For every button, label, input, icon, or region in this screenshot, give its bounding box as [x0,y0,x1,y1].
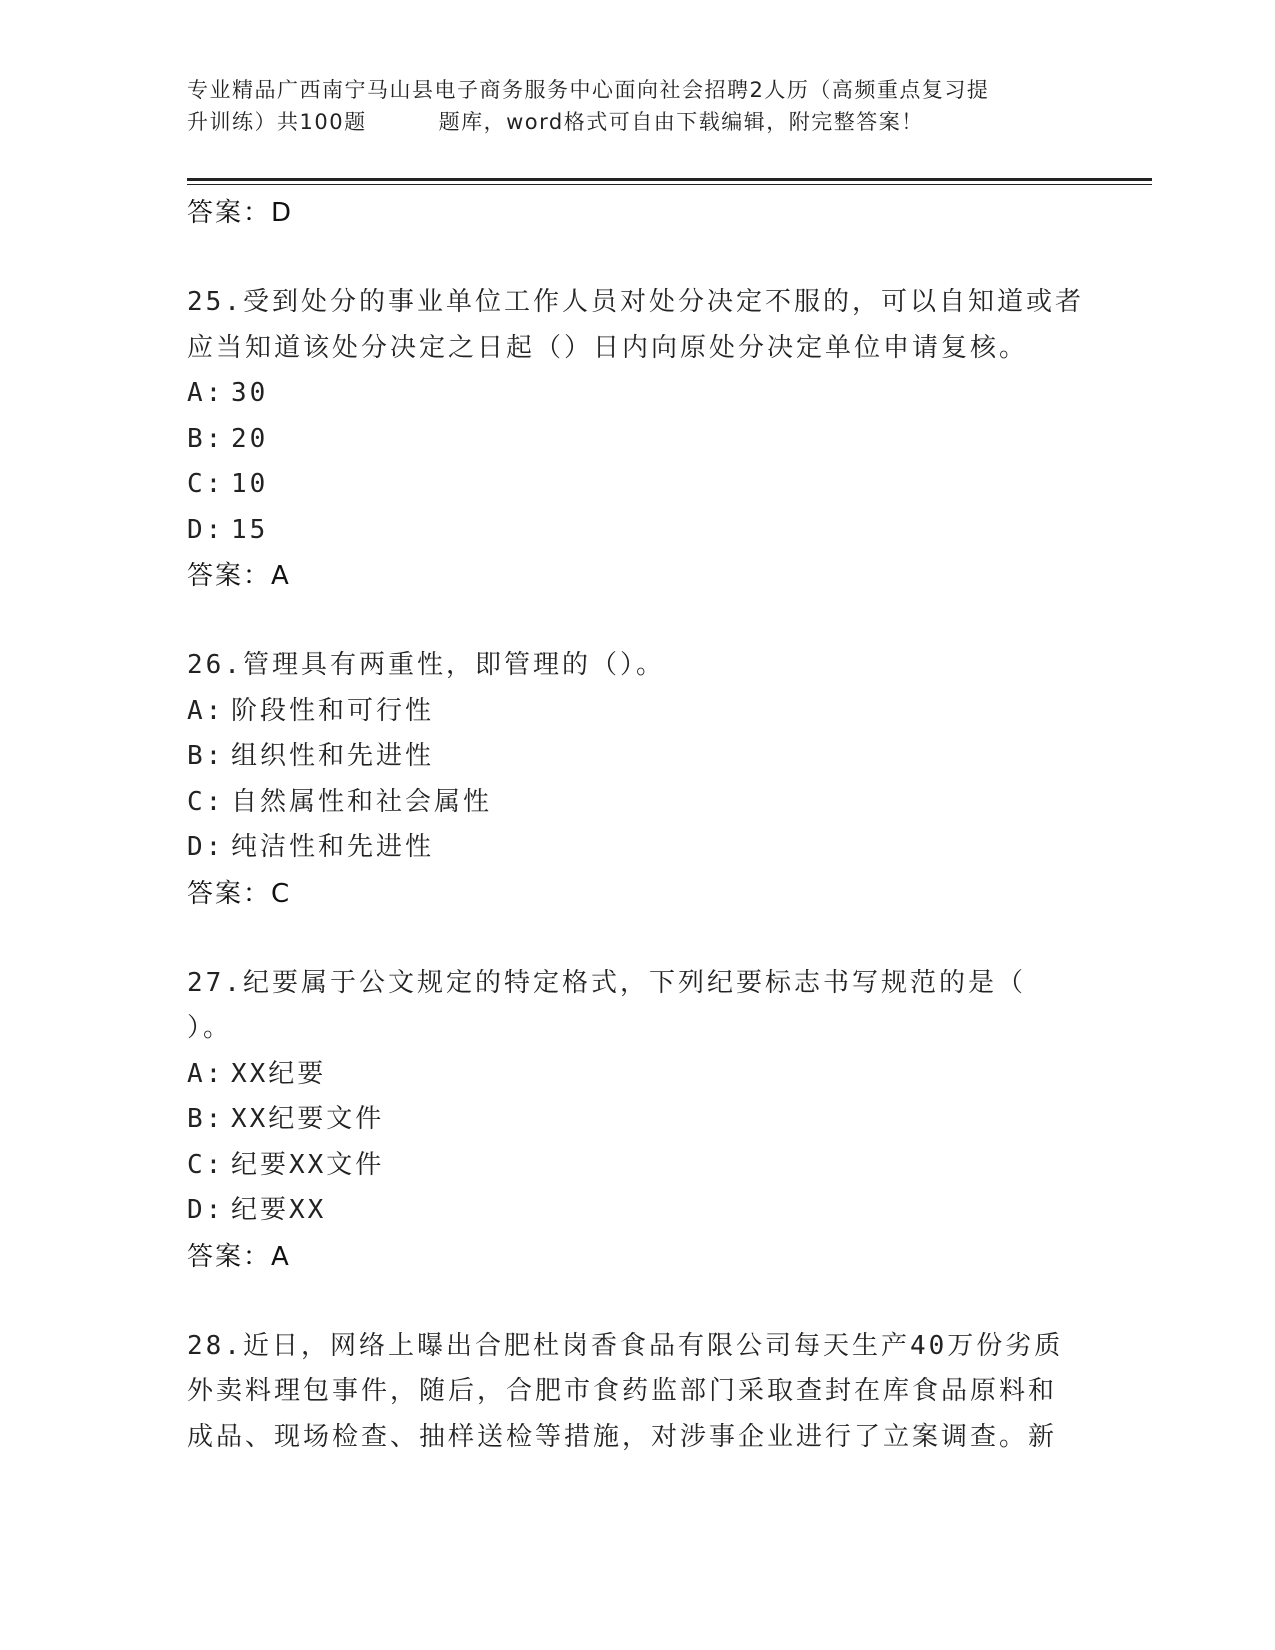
option-line [187,825,1087,871]
question-stem-line: 27.纪要属于公文规定的特定格式，下列纪要标志书写规范的是（ [187,967,1026,998]
option-text: 20 [231,423,269,454]
question-block [187,961,1087,1280]
option-text: 自然属性和社会属性 [231,786,493,817]
answer-line: 答案：C [187,878,292,909]
question-stem-line: 应当知道该处分决定之日起（）日内向原处分决定单位申请复核。 [187,332,1029,363]
option-label: D: [187,832,225,862]
question-block [187,643,1087,917]
option-label: D: [187,514,225,545]
header-line-2-part-2: 题库，word格式可自由下载编辑，附完整答案！ [438,110,924,134]
option-line [187,371,1087,417]
option-label: C: [187,469,225,499]
option-line [187,734,1087,780]
question-stem-line: 外卖料理包事件，随后，合肥市食药监部门采取查封在库食品原料和 [187,1376,1058,1406]
question-stem-line: 28.近日，网络上曝出合肥杜岗香食品有限公司每天生产40万份劣质 [187,1330,1064,1361]
question-block [187,1324,1087,1461]
option-label: B: [187,423,225,454]
document-content [187,190,1087,1460]
option-label: C: [187,1149,225,1180]
header-line-2 [187,106,1087,138]
option-line [187,689,1087,735]
option-text: 10 [231,469,269,499]
header-line-1: 专业精品广西南宁马山县电子商务服务中心面向社会招聘2人历（高频重点复习提 [187,78,990,102]
option-line [187,1052,1087,1098]
option-text: 阶段性和可行性 [231,695,435,726]
option-label: C: [187,786,225,817]
option-label: A: [187,378,225,408]
option-line [187,1143,1087,1189]
option-text: XX纪要文件 [231,1104,385,1134]
page-header [187,74,1087,138]
option-line [187,780,1087,826]
option-text: 组织性和先进性 [231,741,435,771]
question-stem-line: ）。 [187,1013,233,1043]
option-text: XX纪要 [231,1058,327,1089]
option-line [187,1097,1087,1143]
header-line-2-part-1: 升训练）共100题 [187,110,367,134]
header-rule-thick [187,178,1152,181]
header-rule-thin [187,184,1152,185]
option-text: 纪要XX [231,1195,327,1225]
option-text: 30 [231,378,269,408]
option-line [187,462,1087,508]
option-text: 纯洁性和先进性 [231,832,435,862]
question-block [187,280,1087,599]
option-label: A: [187,695,225,726]
option-line [187,417,1087,463]
answer-line: 答案：A [187,1241,291,1272]
option-label: A: [187,1058,225,1089]
question-stem-line: 25.受到处分的事业单位工作人员对处分决定不服的，可以自知道或者 [187,287,1084,317]
answer-line: 答案：A [187,561,291,591]
option-text: 纪要XX文件 [231,1149,385,1180]
answer-line: 答案：D [187,198,294,228]
option-label: B: [187,741,225,771]
option-line [187,508,1087,554]
option-line [187,1188,1087,1234]
option-text: 15 [231,514,269,545]
option-label: D: [187,1195,225,1225]
question-stem-line: 26.管理具有两重性，即管理的（）。 [187,650,665,680]
option-label: B: [187,1104,225,1134]
question-stem-line: 成品、现场检查、抽样送检等措施，对涉事企业进行了立案调查。新 [187,1421,1058,1452]
